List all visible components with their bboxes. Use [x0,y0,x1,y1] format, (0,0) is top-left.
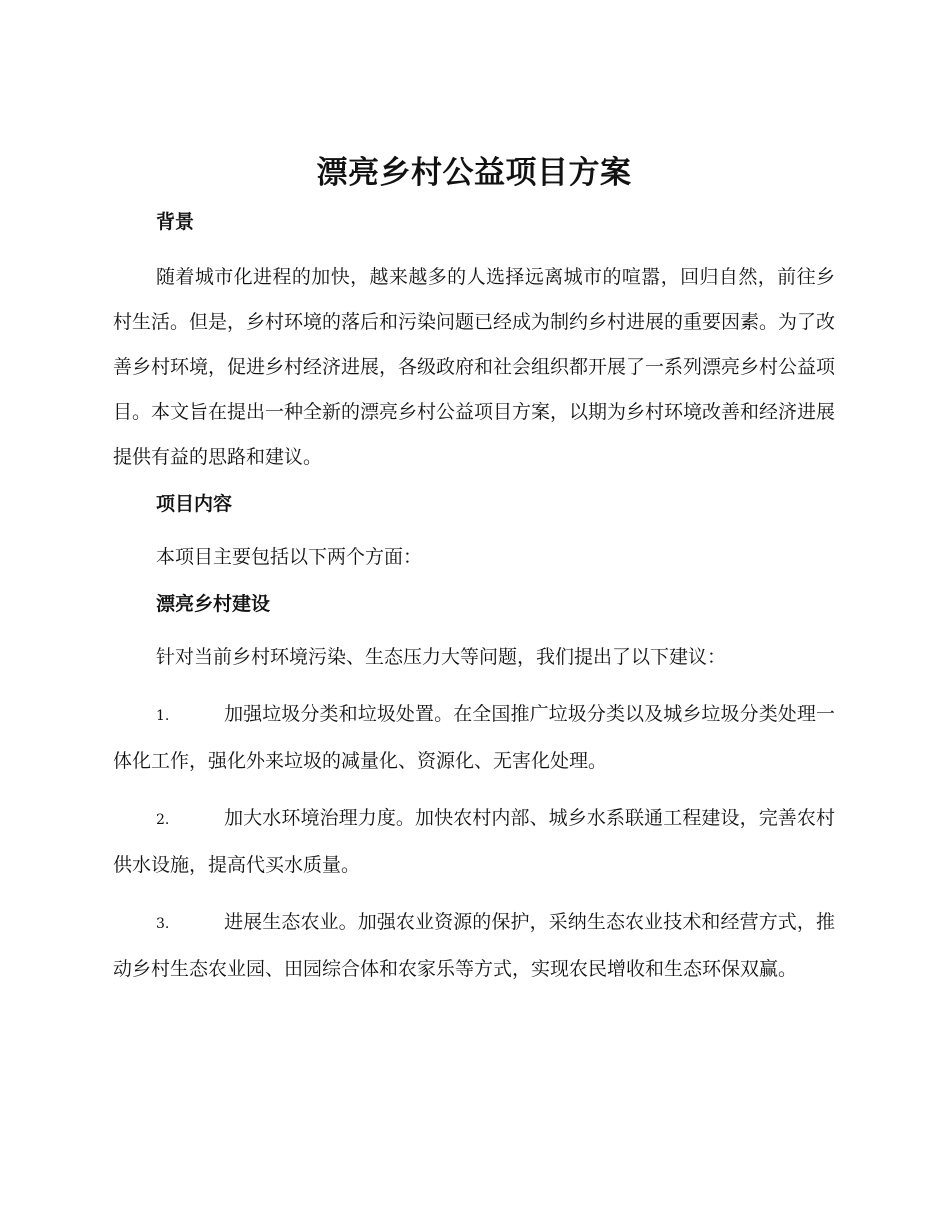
document-page [113,150,835,992]
background-paragraph: 随着城市化进程的加快，越来越多的人选择远离城市的喧嚣，回归自然，前往乡村生活。但是，乡村环境的落后和污染问题已经成为制约乡村进展的重要因素。为了改善乡村环境，促进乡村经济进展，各级政府和社会组织都开展了一系列漂亮乡村公益项目。本文旨在提出一种全新的漂亮乡村公益项目方案，以期为乡村环境改善和经济进展提供有益的思路和建议。 [113,266,836,468]
list-number: 1. [156,708,170,724]
content-intro: 本项目主要包括以下两个方面： [156,546,423,568]
list-number: 2. [156,812,170,828]
section-heading-content: 项目内容 [156,493,233,515]
list-number: 3. [156,916,170,932]
section-heading-construction: 漂亮乡村建设 [156,593,271,615]
document-title: 漂亮乡村公益项目方案 [316,155,632,191]
list-text: 加强垃圾分类和垃圾处置。在全国推广垃圾分类以及城乡垃圾分类处理一体化工作，强化外来垃圾的减量化、资源化、无害化处理。 [113,703,835,772]
list-item [113,900,835,992]
section-heading-background: 背景 [156,211,195,233]
list-item [113,796,835,888]
construction-intro: 针对当前乡村环境污染、生态压力大等问题，我们提出了以下建议： [156,646,727,668]
list-item [113,692,835,784]
list-text: 进展生态农业。加强农业资源的保护，采纳生态农业技术和经营方式，推动乡村生态农业园、田园综合体和农家乐等方式，实现农民增收和生态环保双赢。 [113,911,835,980]
list-text: 加大水环境治理力度。加快农村内部、城乡水系联通工程建设，完善农村供水设施，提高代买水质量。 [113,807,835,876]
